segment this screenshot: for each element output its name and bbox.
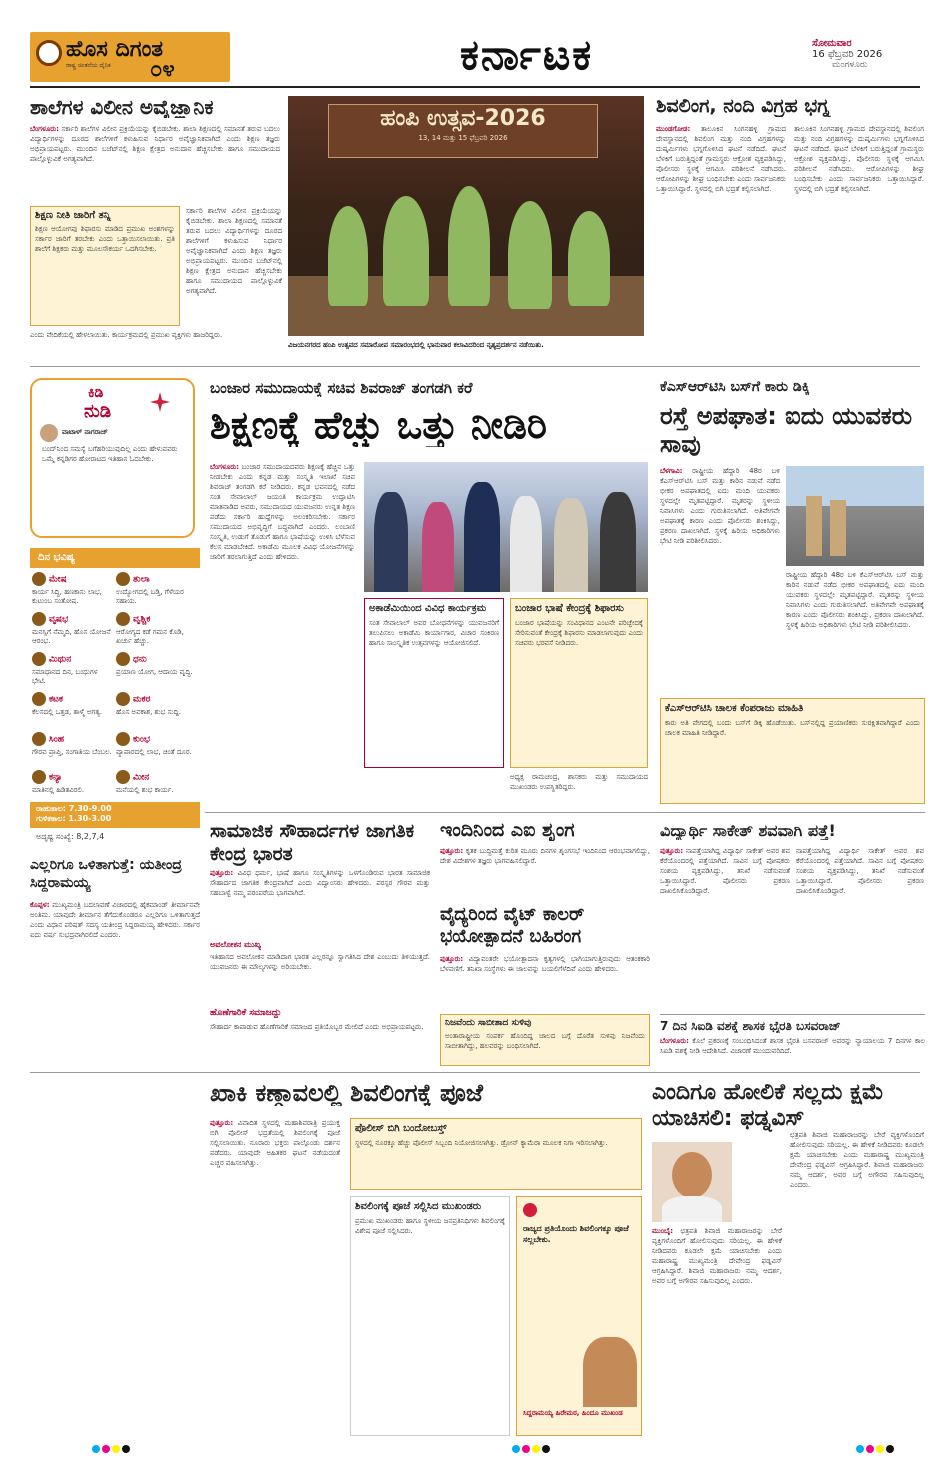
story7-col2: ನಾಪತ್ತೆಯಾಗಿದ್ದ ವಿದ್ಯಾರ್ಥಿ ಸಾಕೇತ್ ಅವರ ಶವ ಕೆರೆಯೊಂದರಲ್ಲಿ ಪತ್ತೆಯಾಗಿದೆ. ಸಾವಿನ ಬಗ್ಗೆ ಪೋಷಕರು ಸಂಶಯ ವ್ಯಕ್ತಪಡಿಸಿದ್ದು, ತನಿಖೆ ನಡೆಸುವಂತೆ ಒತ್ತಾಯಿಸಿದ್ದಾರೆ. ಪೊಲೀಸರು ಪ್ರಕರಣ ದಾಖಲಿಸಿಕೊಂಡಿದ್ದಾರೆ. bbox=[796, 847, 924, 895]
kidi-body: ಬಂದ್‌ನಿಂದ ಸಮಸ್ಯೆ ಬಗೆಹರಿಯುವುದಿಲ್ಲ ಎಂದು ಹೇಳುವವರು ಒಮ್ಮೆ ಕನ್ನಡಿಗರ ಹೋರಾಟದ ಇತಿಹಾಸ ಓದಬೇಕು. bbox=[42, 445, 178, 463]
rashi-item bbox=[116, 652, 196, 677]
story10-quote bbox=[516, 1196, 642, 1436]
story3-kicker: ಕೆಎಸ್‌ಆರ್‌ಟಿಸಿ ಬಸ್‌ಗೆ ಕಾರು ಡಿಕ್ಕಿ bbox=[660, 380, 810, 395]
story5-headline: ಇಂದಿನಿಂದ ಎಐ ಶೃಂಗ bbox=[440, 820, 575, 841]
story10-dateline: ಪುತ್ತೂರು: bbox=[210, 1119, 234, 1127]
city-label: ಮಂಗಳೂರು bbox=[832, 60, 868, 70]
story6-box-body: ಅಂತಾರಾಷ್ಟ್ರೀಯ ಸಂಪರ್ಕ ಹೊಂದಿದ್ದ ಜಾಲದ ಬಗ್ಗೆ ದೊರೆತ ಸುಳಿವು ನಿಜವೆಂದು ಸಾಬೀತಾಗಿದ್ದು, ಹಲವರನ್ನು ಬಂಧಿಸಲಾಗಿದೆ. bbox=[445, 1032, 645, 1050]
story7-headline: ವಿದ್ಯಾರ್ಥಿ ಸಾಕೇತ್ ಶವವಾಗಿ ಪತ್ತೆ! bbox=[660, 822, 836, 840]
rashi-item bbox=[32, 692, 112, 717]
person bbox=[554, 498, 588, 592]
story4-sub2: ಹೊಣೆಗಾರಿಕೆ ಸಮಾಜದ್ದು bbox=[210, 1008, 282, 1018]
date-label: 16 ಫೆಬ್ರವರಿ 2026 bbox=[812, 49, 883, 60]
rashi-item bbox=[32, 572, 112, 606]
registration-marks bbox=[512, 1445, 550, 1453]
section-title: ಕರ್ನಾಟಕ bbox=[460, 32, 594, 79]
rahu-kala: ರಾಹುಕಾಲ: 7.30-9.00 bbox=[36, 804, 112, 813]
story1-box-title: ಶಿಕ್ಷಣ ನೀತಿ ಜಾರಿಗೆ ತನ್ನಿ bbox=[35, 210, 111, 221]
hampi-photo bbox=[288, 96, 644, 336]
story11-col2: ಛತ್ರಪತಿ ಶಿವಾಜಿ ಮಹಾರಾಜರನ್ನು ಬೇರೆ ವ್ಯಕ್ತಿಗಳೊಂದಿಗೆ ಹೋಲಿಸುವುದು ಸರಿಯಲ್ಲ. ಈ ಹೇಳಿಕೆ ನೀಡಿದವರು ಕೂಡಲೇ ಕ್ಷಮೆ ಯಾಚಿಸಬೇಕು ಎಂದು ಮಹಾರಾಷ್ಟ್ರ ಮುಖ್ಯಮಂತ್ರಿ ದೇವೇಂದ್ರ ಫಡ್ನವಿಸ್ ಆಗ್ರಹಿಸಿದ್ದಾರೆ. ಶಿವಾಜಿ ಮಹಾರಾಜರು ನಮ್ಮ ಆದರ್ಶ, ಅವರ ಬಗ್ಗೆ ಅಗೌರವ ಸಹಿಸುವುದಿಲ್ಲ ಎಂದರು. bbox=[790, 1131, 924, 1189]
story10-box2-title: ಶಿವಲಿಂಗಕ್ಕೆ ಪೂಜೆ ಸಲ್ಲಿಸಿದ ಮುಖಂಡರು bbox=[355, 1201, 482, 1212]
rashi-item bbox=[116, 770, 196, 795]
registration-marks bbox=[856, 1445, 894, 1453]
story1-body bbox=[30, 124, 280, 204]
rashi-item bbox=[32, 770, 112, 795]
dancer bbox=[383, 196, 429, 306]
rashi-item bbox=[116, 692, 196, 717]
rashi-item bbox=[116, 612, 196, 646]
rashi-item bbox=[32, 652, 112, 686]
rashi-text: ಸಮಾಧಾನದ ದಿನ, ಬಂಧುಗಳ ಭೇಟಿ. bbox=[32, 668, 98, 685]
dancer bbox=[568, 211, 610, 306]
lead-box1 bbox=[364, 598, 504, 768]
story9-text: ಮುಖ್ಯಮಂತ್ರಿ ಬದಲಾವಣೆ ವಿಚಾರದಲ್ಲಿ ಹೈಕಮಾಂಡ್ ತೀರ್ಮಾನವೇ ಅಂತಿಮ. ಯಾವುದೇ ತೀರ್ಮಾನ ತೆಗೆದುಕೊಂಡರೂ ಎಲ್ಲರಿಗೂ ಒಳಿತಾಗುತ್ತದೆ ಎಂದು ವಿಧಾನ ಪರಿಷತ್ ಸದಸ್ಯ ಯತೀಂದ್ರ ಸಿದ್ದರಾಮಯ್ಯ ಹೇಳಿದರು. ಸರ್ಕಾರ ಐದು ವರ್ಷ ಸುಭದ್ರವಾಗಿರಲಿದೆ ಎಂದರು. bbox=[30, 901, 200, 939]
story6-text: ವಿದ್ಯಾವಂತರೇ ಭಯೋತ್ಪಾದನಾ ಕೃತ್ಯಗಳಲ್ಲಿ ಭಾಗಿಯಾಗುತ್ತಿರುವುದು ಆತಂಕಕಾರಿ ಬೆಳವಣಿಗೆ. ತನಿಖಾ ಸಂಸ್ಥೆಗಳು ಈ ಜಾಲವನ್ನು ಬಯಲಿಗೆಳೆದಿವೆ ಎಂದು ಹೇಳಿದರು. bbox=[440, 955, 650, 973]
story1-tail: ಎಂದು ವೇದಿಕೆಯಲ್ಲಿ ಹೇಳಲಾಯಿತು. ಕಾರ್ಯಕ್ರಮದಲ್ಲಿ ಪ್ರಮುಖ ವ್ಯಕ್ತಿಗಳು ಹಾಜರಿದ್ದರು. bbox=[30, 331, 223, 339]
kidi-box bbox=[30, 378, 195, 538]
story10-box1 bbox=[350, 1118, 642, 1190]
story4-sub1-body: ಇತಿಹಾಸದ ಅವಲೋಕನ ಮಾಡಿದಾಗ ಭಾರತ ಎಲ್ಲರನ್ನೂ ಸ್ವಾಗತಿಸಿದ ದೇಶ ಎಂಬುದು ತಿಳಿಯುತ್ತದೆ. ಯುವಜನರು ಈ ಮೌಲ್ಯಗಳನ್ನು ಅರಿಯಬೇಕು. bbox=[210, 953, 430, 971]
page-number: ೦೪ bbox=[150, 58, 175, 82]
row1-rule bbox=[30, 366, 920, 367]
story3-dateline: ಬೆಳಗಾವಿ: bbox=[660, 467, 683, 475]
rashi-name: ಕನ್ಯಾ bbox=[49, 772, 63, 783]
story4-sub2-body: ಸೌಹಾರ್ದ ಕಾಪಾಡುವ ಹೊಣೆಗಾರಿಕೆ ಸಮಾಜದ ಪ್ರತಿಯೊಬ್ಬರ ಮೇಲಿದೆ ಎಂದು ಅಭಿಪ್ರಾಯಪಟ್ಟರು. bbox=[210, 1023, 424, 1031]
lead-box1-body: ಸಂತ ಸೇವಾಲಾಲ್ ಅವರ ಬೋಧನೆಗಳನ್ನು ಯುವಜನರಿಗೆ ತಲುಪಿಸಲು ಅಕಾಡೆಮಿ ಕಾರ್ಯಾಗಾರ, ವಿಚಾರ ಸಂಕಿರಣ ಹಾಗೂ ಸಾಂಸ್ಕೃತಿಕ ಉತ್ಸವಗಳನ್ನು ಆಯೋಜಿಸಲಿದೆ. bbox=[369, 619, 499, 647]
rashi-name: ಮೇಷ bbox=[49, 574, 67, 585]
story10-box2 bbox=[350, 1196, 510, 1436]
person bbox=[374, 492, 408, 592]
story2-col2: ತಾಲೂಕಿನ ಸಿಂಗನಹಳ್ಳಿ ಗ್ರಾಮದ ದೇವಸ್ಥಾನದಲ್ಲಿ ಶಿವಲಿಂಗ ಮತ್ತು ನಂದಿ ವಿಗ್ರಹಗಳನ್ನು ದುಷ್ಕರ್ಮಿಗಳು ಭಗ್ನಗೊಳಿಸಿದ ಘಟನೆ ನಡೆದಿದೆ. ಘಟನೆ ಬೆಳಕಿಗೆ ಬರುತ್ತಿದ್ದಂತೆ ಗ್ರಾಮಸ್ಥರು ಆಕ್ರೋಶ ವ್ಯಕ್ತಪಡಿಸಿದ್ದು, ಪೊಲೀಸರು ಸ್ಥಳಕ್ಕೆ ಆಗಮಿಸಿ ಪರಿಶೀಲನೆ ನಡೆಸಿದರು. ಆರೋಪಿಗಳನ್ನು ಶೀಘ್ರ ಬಂಧಿಸಬೇಕು ಎಂದು ಸಾರ್ವಜನಿಕರು ಒತ್ತಾಯಿಸಿದ್ದಾರೆ. ಸ್ಥಳದಲ್ಲಿ ಬಿಗಿ ಭದ್ರತೆ ಕಲ್ಪಿಸಲಾಗಿದೆ. bbox=[794, 125, 924, 193]
story6-dateline: ಪುತ್ತೂರು: bbox=[440, 955, 464, 963]
rashi-item bbox=[32, 732, 112, 757]
rashi-text: ಗೌರವ ಪ್ರಾಪ್ತಿ, ಸಂಗಾತಿಯ ಬೆಂಬಲ. bbox=[32, 748, 112, 756]
rashi-item bbox=[32, 612, 112, 646]
story7-text: ನಾಪತ್ತೆಯಾಗಿದ್ದ ವಿದ್ಯಾರ್ಥಿ ಸಾಕೇತ್ ಅವರ ಶವ ಕೆರೆಯೊಂದರಲ್ಲಿ ಪತ್ತೆಯಾಗಿದೆ. ಸಾವಿನ ಬಗ್ಗೆ ಪೋಷಕರು ಸಂಶಯ ವ್ಯಕ್ತಪಡಿಸಿದ್ದು, ತನಿಖೆ ನಡೆಸುವಂತೆ ಒತ್ತಾಯಿಸಿದ್ದಾರೆ. ಪೊಲೀಸರು ಪ್ರಕರಣ ದಾಖಲಿಸಿಕೊಂಡಿದ್ದಾರೆ. bbox=[660, 847, 790, 895]
lead-text: ಬಂಜಾರ ಸಮುದಾಯದವರು ಶಿಕ್ಷಣಕ್ಕೆ ಹೆಚ್ಚಿನ ಒತ್ತು ನೀಡಬೇಕು ಎಂದು ಕನ್ನಡ ಮತ್ತು ಸಂಸ್ಕೃತಿ ಇಲಾಖೆ ಸಚಿವ ಶಿವರಾಜ್ ತಂಗಡಗಿ ಕರೆ ನೀಡಿದರು. ಕನ್ನಡ ಭವನದಲ್ಲಿ ನಡೆದ ಸಂತ ಸೇವಾಲಾಲ್ ಜಯಂತಿ ಕಾರ್ಯಕ್ರಮ ಉದ್ಘಾಟಿಸಿ ಮಾತನಾಡಿದ ಅವರು, ಸಮುದಾಯದ ಯುವಜನರು ಉನ್ನತ ಶಿಕ್ಷಣ ಪಡೆದು ಸರ್ಕಾರಿ ಹುದ್ದೆಗಳನ್ನು ಅಲಂಕರಿಸಬೇಕು. ಸರ್ಕಾರ ಸಮುದಾಯದ ಅಭಿವೃದ್ಧಿಗೆ ಬದ್ಧವಾಗಿದೆ ಎಂದರು. ಲಂಬಾಣಿ ಸಂಸ್ಕೃತಿ, ಉಡುಗೆ ತೊಡುಗೆ ಹಾಗೂ ಭಾಷೆಯನ್ನು ಉಳಿಸಿ ಬೆಳೆಸುವ ಕೆಲಸ ಮಾಡಬೇಕಿದೆ. ಅಕಾಡೆಮಿ ಮೂಲಕ ವಿವಿಧ ಯೋಜನೆಗಳನ್ನು ಜಾರಿಗೆ ತರಲಾಗುತ್ತಿದೆ ಎಂದು ಹೇಳಿದರು. bbox=[210, 463, 355, 561]
kidi-avatar bbox=[40, 424, 58, 442]
rashi-text: ಆರೋಗ್ಯದ ಕಡೆ ಗಮನ ಕೊಡಿ, ಖರ್ಚು ಹೆಚ್ಚು. bbox=[116, 628, 184, 645]
story5-dateline: ಪುತ್ತೂರು: bbox=[440, 847, 464, 855]
logo-icon bbox=[36, 40, 62, 66]
story11-body bbox=[652, 1130, 782, 1440]
rashi-text: ಕೆಲಸದಲ್ಲಿ ಒತ್ತಡ, ತಾಳ್ಮೆ ಅಗತ್ಯ. bbox=[32, 708, 103, 716]
story1-box bbox=[30, 206, 180, 326]
logo-tagline: ರಾಷ್ಟ್ರ ಚಿಂತನೆಯ ದೈನಿಕ bbox=[66, 62, 111, 69]
kidi-word: ನುಡಿ bbox=[84, 401, 112, 422]
rashi-name: ತುಲಾ bbox=[133, 574, 150, 585]
lead-tail: ಅಧ್ಯಕ್ಷ ರಾಮಚಂದ್ರ, ಶಾಸಕರು ಮತ್ತು ಸಮುದಾಯದ ಮುಖಂಡರು ಉಪಸ್ಥಿತರಿದ್ದರು. bbox=[510, 773, 648, 791]
hampi-caption: ವಿಜಯನಗರದ ಹಂಪಿ ಉತ್ಸವದ ಸಮಾರೋಪ ಸಮಾರಂಭದಲ್ಲಿ ಭಾನುವಾರ ಕಲಾವಿದರಿಂದ ನೃತ್ಯಪ್ರದರ್ಶನ ನಡೆಯಿತು. bbox=[288, 341, 544, 349]
masthead-rule bbox=[30, 86, 920, 88]
row2-rule bbox=[205, 812, 925, 813]
story9-dateline: ಕೊಪ್ಪಳ: bbox=[30, 901, 50, 909]
story8-rule bbox=[660, 1014, 925, 1015]
hampi-banner-sub: 13, 14 ಮತ್ತು 15 ಫೆಬ್ರವರಿ 2026 bbox=[418, 134, 508, 143]
story10-box1-body: ಸ್ಥಳದಲ್ಲಿ ನೂರಕ್ಕೂ ಹೆಚ್ಚು ಪೊಲೀಸ್ ಸಿಬ್ಬಂದಿ ನಿಯೋಜಿಸಲಾಗಿತ್ತು. ಡ್ರೋನ್ ಕ್ಯಾಮೆರಾ ಮೂಲಕ ನಿಗಾ ಇರಿಸಲಾಗಿತ್ತು. bbox=[355, 1139, 608, 1147]
story10-headline: ಖಾಕಿ ಕಣ್ಗಾವಲಲ್ಲಿ ಶಿವಲಿಂಗಕ್ಕೆ ಪೂಜೆ bbox=[210, 1080, 483, 1107]
story3-text: ರಾಷ್ಟ್ರೀಯ ಹೆದ್ದಾರಿ 48ರ ಬಳಿ ಕೆಎಸ್‌ಆರ್‌ಟಿಸಿ ಬಸ್ ಮತ್ತು ಕಾರಿನ ನಡುವೆ ನಡೆದ ಭೀಕರ ಅಪಘಾತದಲ್ಲಿ ಐದು ಮಂದಿ ಯುವಕರು ಸ್ಥಳದಲ್ಲೇ ಮೃತಪಟ್ಟಿದ್ದಾರೆ. ಮೃತರನ್ನು ಸ್ಥಳೀಯ ನಿವಾಸಿಗಳು ಎಂದು ಗುರುತಿಸಲಾಗಿದೆ. ಅತಿವೇಗವೇ ಅಪಘಾತಕ್ಕೆ ಕಾರಣ ಎಂದು ಪೊಲೀಸರು ಶಂಕಿಸಿದ್ದು, ಪ್ರಕರಣ ದಾಖಲಾಗಿದೆ. ಸ್ಥಳಕ್ಕೆ ಹಿರಿಯ ಅಧಿಕಾರಿಗಳು ಭೇಟಿ ನೀಡಿ ಪರಿಶೀಲಿಸಿದರು. bbox=[660, 467, 780, 545]
story1-dateline: ಬೆಂಗಳೂರು: bbox=[30, 125, 59, 133]
lead-box1-title: ಅಕಾಡೆಮಿಯಿಂದ ವಿವಿಧ ಕಾರ್ಯಕ್ರಮ bbox=[369, 603, 487, 614]
lead-headline: ಶಿಕ್ಷಣಕ್ಕೆ ಹೆಚ್ಚು ಒತ್ತು ನೀಡಿರಿ bbox=[210, 405, 548, 447]
rashi-text: ಉದ್ಯೋಗದಲ್ಲಿ ಬಡ್ತಿ, ಗೆಳೆಯರ ಸಹಾಯ. bbox=[116, 588, 184, 605]
story3-box bbox=[660, 698, 925, 804]
story11-headline: ಎಂದಿಗೂ ಹೋಲಿಕೆ ಸಲ್ಲದು ಕ್ಷಮೆ ಯಾಚಿಸಲಿ: ಫಡ್ನವಿಸ್ bbox=[652, 1080, 884, 1131]
story10-quote-text: ರಾಜ್ಯದ ಪ್ರತಿಯೊಂದು ಶಿವಲಿಂಗಕ್ಕೂ ಪೂಜೆ ಸಲ್ಲಬೇಕು. bbox=[523, 1224, 629, 1244]
story4-dateline: ಪುತ್ತೂರು: bbox=[210, 869, 234, 877]
story3-col2: ರಾಷ್ಟ್ರೀಯ ಹೆದ್ದಾರಿ 48ರ ಬಳಿ ಕೆಎಸ್‌ಆರ್‌ಟಿಸಿ ಬಸ್ ಮತ್ತು ಕಾರಿನ ನಡುವೆ ನಡೆದ ಭೀಕರ ಅಪಘಾತದಲ್ಲಿ ಐದು ಮಂದಿ ಯುವಕರು ಸ್ಥಳದಲ್ಲೇ ಮೃತಪಟ್ಟಿದ್ದಾರೆ. ಮೃತರನ್ನು ಸ್ಥಳೀಯ ನಿವಾಸಿಗಳು ಎಂದು ಗುರುತಿಸಲಾಗಿದೆ. ಅತಿವೇಗವೇ ಅಪಘಾತಕ್ಕೆ ಕಾರಣ ಎಂದು ಪೊಲೀಸರು ಶಂಕಿಸಿದ್ದು, ಪ್ರಕರಣ ದಾಖಲಾಗಿದೆ. ಸ್ಥಳಕ್ಕೆ ಹಿರಿಯ ಅಧಿಕಾರಿಗಳು ಭೇಟಿ ನೀಡಿ ಪರಿಶೀಲಿಸಿದರು. bbox=[786, 571, 924, 629]
rashi-name: ವೃಶ್ಚಿಕ bbox=[133, 614, 151, 625]
lucky-number: ಅದೃಷ್ಟ ಸಂಖ್ಯೆ: 8,2,7,4 bbox=[36, 832, 105, 841]
rashi-text: ಮಾತಿನಲ್ಲಿ ಹಿಡಿತವಿರಲಿ. bbox=[32, 786, 85, 794]
lead-photo bbox=[364, 462, 648, 592]
rashi-name: ಕಟಕ bbox=[49, 694, 63, 705]
story10-box2-body: ಪ್ರಮುಖ ಮುಖಂಡರು ಹಾಗೂ ಸ್ಥಳೀಯ ಜನಪ್ರತಿನಿಧಿಗಳು ಶಿವಲಿಂಗಕ್ಕೆ ವಿಶೇಷ ಪೂಜೆ ಸಲ್ಲಿಸಿದರು. bbox=[355, 1217, 505, 1235]
gulika-kala: ಗುಳಿಕಕಾಲ: 1.30-3.00 bbox=[36, 814, 112, 823]
rahu-box bbox=[30, 802, 200, 828]
story2-text: ತಾಲೂಕಿನ ಸಿಂಗನಹಳ್ಳಿ ಗ್ರಾಮದ ದೇವಸ್ಥಾನದಲ್ಲಿ ಶಿವಲಿಂಗ ಮತ್ತು ನಂದಿ ವಿಗ್ರಹಗಳನ್ನು ದುಷ್ಕರ್ಮಿಗಳು ಭಗ್ನಗೊಳಿಸಿದ ಘಟನೆ ನಡೆದಿದೆ. ಘಟನೆ ಬೆಳಕಿಗೆ ಬರುತ್ತಿದ್ದಂತೆ ಗ್ರಾಮಸ್ಥರು ಆಕ್ರೋಶ ವ್ಯಕ್ತಪಡಿಸಿದ್ದು, ಪೊಲೀಸರು ಸ್ಥಳಕ್ಕೆ ಆಗಮಿಸಿ ಪರಿಶೀಲನೆ ನಡೆಸಿದರು. ಆರೋಪಿಗಳನ್ನು ಶೀಘ್ರ ಬಂಧಿಸಬೇಕು ಎಂದು ಸಾರ್ವಜನಿಕರು ಒತ್ತಾಯಿಸಿದ್ದಾರೆ. ಸ್ಥಳದಲ್ಲಿ ಬಿಗಿ ಭದ್ರತೆ ಕಲ್ಪಿಸಲಾಗಿದೆ. bbox=[656, 125, 786, 193]
hampi-banner-title: ಹಂಪಿ ಉತ್ಸವ-2026 bbox=[380, 106, 546, 131]
story10-body bbox=[210, 1118, 340, 1438]
story1-side: ಸರ್ಕಾರಿ ಶಾಲೆಗಳ ವಿಲೀನ ಪ್ರಕ್ರಿಯೆಯನ್ನು ಕೈಬಿಡಬೇಕು. ಶಾಲಾ ಶಿಕ್ಷಣದಲ್ಲಿ ಸಮಾನತೆ ತರುವ ಬದಲು ವಿದ್ಯಾರ್ಥಿಗಳನ್ನು ದೂರದ ಶಾಲೆಗಳಿಗೆ ಕಳುಹಿಸುವ ನಿರ್ಧಾರ ಅವೈಜ್ಞಾನಿಕವಾಗಿದೆ ಎಂದು ಶಿಕ್ಷಣ ತಜ್ಞರು ಅಭಿಪ್ರಾಯಪಟ್ಟರು. ಮುಂದಿನ ಬಜೆಟ್‌ನಲ್ಲಿ ಶಿಕ್ಷಣ ಕ್ಷೇತ್ರದ ಅನುದಾನ ಹೆಚ್ಚಿಸಬೇಕು ಹಾಗೂ ಸಮುದಾಯದ ಪಾಲ್ಗೊಳ್ಳುವಿಕೆ ಅಗತ್ಯವಾಗಿದೆ. bbox=[186, 207, 282, 295]
story11-text: ಛತ್ರಪತಿ ಶಿವಾಜಿ ಮಹಾರಾಜರನ್ನು ಬೇರೆ ವ್ಯಕ್ತಿಗಳೊಂದಿಗೆ ಹೋಲಿಸುವುದು ಸರಿಯಲ್ಲ. ಈ ಹೇಳಿಕೆ ನೀಡಿದವರು ಕೂಡಲೇ ಕ್ಷಮೆ ಯಾಚಿಸಬೇಕು ಎಂದು ಮಹಾರಾಷ್ಟ್ರ ಮುಖ್ಯಮಂತ್ರಿ ದೇವೇಂದ್ರ ಫಡ್ನವಿಸ್ ಆಗ್ರಹಿಸಿದ್ದಾರೆ. ಶಿವಾಜಿ ಮಹಾರಾಜರು ನಮ್ಮ ಆದರ್ಶ, ಅವರ ಬಗ್ಗೆ ಅಗೌರವ ಸಹಿಸುವುದಿಲ್ಲ ಎಂದರು. bbox=[652, 1227, 782, 1285]
rashi-item bbox=[116, 732, 196, 757]
story10-quote-by: ಸಿದ್ದರಾಮಯ್ಯ ಹಿರೇಮಠ, ಹಿಂದೂ ಮುಖಂಡ bbox=[523, 1409, 623, 1417]
logo-text: ಹೊಸ ದಿಗಂತ bbox=[66, 38, 164, 62]
story2-headline: ಶಿವಲಿಂಗ, ನಂದಿ ವಿಗ್ರಹ ಭಗ್ನ bbox=[656, 96, 831, 117]
story5-text: ಕೃತಕ ಬುದ್ಧಿಮತ್ತೆ ಕುರಿತ ಮೂರು ದಿನಗಳ ಶೃಂಗಸಭೆ ಇಂದಿನಿಂದ ಆರಂಭವಾಗಲಿದ್ದು, ದೇಶ ವಿದೇಶಗಳ ತಜ್ಞರು ಭಾಗವಹಿಸಲಿದ್ದಾರೆ. bbox=[440, 847, 650, 865]
person bbox=[600, 492, 636, 592]
person bbox=[464, 482, 500, 592]
story4-body bbox=[210, 868, 430, 938]
person bbox=[510, 496, 542, 592]
story9-headline: ಎಲ್ಲರಿಗೂ ಒಳಿತಾಗುತ್ತೆ: ಯತೀಂದ್ರ ಸಿದ್ದರಾಮಯ್ಯ bbox=[30, 857, 182, 891]
quote-mark-icon bbox=[523, 1203, 537, 1217]
kidi-author: ವಾಟಾಳ್ ನಾಗರಾಜ್ bbox=[62, 428, 108, 436]
lead-body bbox=[210, 462, 355, 802]
kidi-spark-icon bbox=[150, 392, 170, 412]
lead-kicker: ಬಂಜಾರ ಸಮುದಾಯಕ್ಕೆ ಸಚಿವ ಶಿವರಾಜ್ ತಂಗಡಗಿ ಕರೆ bbox=[210, 380, 473, 397]
person bbox=[422, 502, 454, 592]
story10-text: ವಿವಾದಿತ ಸ್ಥಳದಲ್ಲಿ ಮಹಾಶಿವರಾತ್ರಿ ಪ್ರಯುಕ್ತ ಬಿಗಿ ಪೊಲೀಸ್ ಭದ್ರತೆಯಲ್ಲಿ ಶಿವಲಿಂಗಕ್ಕೆ ಪೂಜೆ ಸಲ್ಲಿಸಲಾಯಿತು. ನೂರಾರು ಭಕ್ತರು ಪಾಲ್ಗೊಂಡು ದರ್ಶನ ಪಡೆದರು. ಯಾವುದೇ ಅಹಿತಕರ ಘಟನೆ ನಡೆಯದಂತೆ ಎಚ್ಚರ ವಹಿಸಲಾಗಿತ್ತು. bbox=[210, 1119, 340, 1167]
story3-headline: ರಸ್ತೆ ಅಪಘಾತ: ಐದು ಯುವಕರು ಸಾವು bbox=[660, 402, 913, 458]
rashi-name: ಮೀನ bbox=[133, 772, 150, 783]
masthead bbox=[0, 0, 945, 92]
rashi-text: ಹೊಸ ಅವಕಾಶ, ಶುಭ ಸುದ್ದಿ. bbox=[116, 708, 181, 716]
bhavishya-grid bbox=[30, 572, 200, 797]
story8-dateline: ಬೆಂಗಳೂರು: bbox=[660, 1037, 689, 1045]
rashi-name: ಸಿಂಹ bbox=[49, 734, 65, 745]
bhavishya-header bbox=[30, 548, 200, 568]
hampi-banner bbox=[328, 104, 598, 158]
story6-box bbox=[440, 1014, 650, 1066]
rashi-name: ಧನು bbox=[133, 654, 147, 665]
story6-box-title: ನಿಜವೆಂದು ಸಾಬೀತಾದ ಸುಳಿವು bbox=[445, 1018, 532, 1028]
rashi-text: ಪ್ರಯಾಣ ಯೋಗ, ಆದಾಯ ವೃದ್ಧಿ. bbox=[116, 668, 193, 676]
rashi-text: ಮನೆಯಲ್ಲಿ ಶುಭ ಕಾರ್ಯ. bbox=[116, 786, 174, 794]
story7-body bbox=[660, 846, 790, 1010]
lead-box2-body: ಬಂಜಾರ ಭಾಷೆಯನ್ನು ಸಂವಿಧಾನದ ಎಂಟನೇ ಪರಿಚ್ಛೇದಕ್ಕೆ ಸೇರಿಸುವಂತೆ ಕೇಂದ್ರಕ್ಕೆ ಶಿಫಾರಸು ಮಾಡಲಾಗುವುದು ಎಂದು ಸಚಿವರು ಭರವಸೆ ನೀಡಿದರು. bbox=[515, 619, 643, 647]
story1-text: ಸರ್ಕಾರಿ ಶಾಲೆಗಳ ವಿಲೀನ ಪ್ರಕ್ರಿಯೆಯನ್ನು ಕೈಬಿಡಬೇಕು. ಶಾಲಾ ಶಿಕ್ಷಣದಲ್ಲಿ ಸಮಾನತೆ ತರುವ ಬದಲು ವಿದ್ಯಾರ್ಥಿಗಳನ್ನು ದೂರದ ಶಾಲೆಗಳಿಗೆ ಕಳುಹಿಸುವ ನಿರ್ಧಾರ ಅವೈಜ್ಞಾನಿಕವಾಗಿದೆ ಎಂದು ಶಿಕ್ಷಣ ತಜ್ಞರು ಅಭಿಪ್ರಾಯಪಟ್ಟರು. ಮುಂದಿನ ಬಜೆಟ್‌ನಲ್ಲಿ ಶಿಕ್ಷಣ ಕ್ಷೇತ್ರದ ಅನುದಾನ ಹೆಚ್ಚಿಸಬೇಕು ಹಾಗೂ ಸಮುದಾಯದ ಪಾಲ್ಗೊಳ್ಳುವಿಕೆ ಅಗತ್ಯವಾಗಿದೆ. bbox=[30, 125, 280, 163]
dancer bbox=[328, 206, 368, 306]
story2-dateline: ಮುಂಡಗೋಡ: bbox=[656, 125, 691, 133]
rashi-text: ವ್ಯಾಪಾರದಲ್ಲಿ ಲಾಭ, ಚಿಂತೆ ದೂರ. bbox=[116, 748, 192, 756]
rashi-name: ಕುಂಭ bbox=[133, 734, 151, 745]
story8-body bbox=[660, 1036, 925, 1066]
story9-body bbox=[30, 900, 200, 1440]
story6-headline: ವೈದ್ಯರಿಂದ ವೈಟ್ ಕಾಲರ್ ಭಯೋತ್ಪಾದನೆ ಬಹಿರಂಗ bbox=[440, 904, 585, 947]
registration-marks bbox=[92, 1445, 130, 1453]
police-officer bbox=[830, 500, 846, 556]
story10-box1-title: ಪೊಲೀಸ್ ಬಿಗಿ ಬಂದೋಬಸ್ತ್ bbox=[355, 1123, 447, 1134]
rashi-name: ಮಿಥುನ bbox=[49, 654, 72, 665]
day-label: ಸೋಮವಾರ bbox=[812, 38, 852, 49]
story5-body bbox=[440, 846, 650, 900]
story2-body bbox=[656, 124, 786, 360]
kidi-title: ಕಿಡಿ bbox=[88, 385, 104, 401]
bhavishya-title: ದಿನ ಭವಿಷ್ಯ bbox=[38, 552, 75, 563]
rashi-name: ಮಕರ bbox=[133, 694, 151, 705]
story10-quote-photo bbox=[583, 1337, 637, 1407]
accident-photo bbox=[786, 466, 924, 566]
rashi-item bbox=[116, 572, 196, 606]
lead-dateline: ಬೆಂಗಳೂರು: bbox=[210, 463, 239, 471]
rashi-text: ಮನಸ್ಸಿಗೆ ನೆಮ್ಮದಿ, ಹೊಸ ಯೋಜನೆ ಆರಂಭ. bbox=[32, 628, 111, 645]
story4-sub1: ಅವಲೋಕನ ಮುಖ್ಯ bbox=[210, 940, 262, 949]
lead-box2-title: ಬಂಜಾರ ಭಾಷೆ ಕೇಂದ್ರಕ್ಕೆ ಶಿಫಾರಸು bbox=[515, 603, 624, 614]
story8-headline: 7 ದಿನ ಸಿಐಡಿ ವಶಕ್ಕೆ ಶಾಸಕ ಭೈರತಿ ಬಸವರಾಜ್ bbox=[660, 1020, 841, 1033]
dancer bbox=[448, 186, 490, 306]
story11-dateline: ಮುಂಬೈ: bbox=[652, 1227, 674, 1235]
story4-text: ವಿವಿಧ ಧರ್ಮ, ಭಾಷೆ ಹಾಗೂ ಸಂಸ್ಕೃತಿಗಳನ್ನು ಒಳಗೊಂಡಿರುವ ಭಾರತ ಸಾಮಾಜಿಕ ಸೌಹಾರ್ದದ ಜಾಗತಿಕ ಕೇಂದ್ರವಾಗಿದೆ ಎಂದು ವಿದ್ವಾಂಸರು ಹೇಳಿದರು. ಪರಸ್ಪರ ಗೌರವ ಮತ್ತು ಸಹಬಾಳ್ವೆ ನಮ್ಮ ಪರಂಪರೆಯ ಭಾಗವಾಗಿದೆ. bbox=[210, 869, 430, 897]
story4-headline: ಸಾಮಾಜಿಕ ಸೌಹಾರ್ದಗಳ ಜಾಗತಿಕ ಕೇಂದ್ರ ಭಾರತ bbox=[210, 820, 415, 865]
story8-text: ಕೊಲೆ ಪ್ರಕರಣಕ್ಕೆ ಸಂಬಂಧಿಸಿದಂತೆ ಶಾಸಕ ಭೈರತಿ ಬಸವರಾಜ್ ಅವರನ್ನು ನ್ಯಾಯಾಲಯ 7 ದಿನಗಳ ಕಾಲ ಸಿಐಡಿ ವಶಕ್ಕೆ ನೀಡಿ ಆದೇಶಿಸಿದೆ. ವಿಚಾರಣೆ ಮುಂದುವರಿದಿದೆ. bbox=[660, 1037, 925, 1055]
lead-box2 bbox=[510, 598, 648, 768]
story3-body bbox=[660, 466, 780, 694]
story3-box-body: ಕಾರು ಅತಿ ವೇಗದಲ್ಲಿ ಬಂದು ಬಸ್‌ಗೆ ಡಿಕ್ಕಿ ಹೊಡೆಯಿತು. ಬಸ್‌ನಲ್ಲಿದ್ದ ಪ್ರಯಾಣಿಕರು ಸುರಕ್ಷಿತವಾಗಿದ್ದಾರೆ ಎಂದು ಚಾಲಕ ಮಾಹಿತಿ ನೀಡಿದ್ದಾರೆ. bbox=[665, 719, 920, 737]
story3-box-title: ಕೆಎಸ್‌ಆರ್‌ಟಿಸಿ ಚಾಲಕ ಕೆಂಪರಾಜು ಮಾಹಿತಿ bbox=[665, 703, 804, 714]
story1-headline: ಶಾಲೆಗಳ ವಿಲೀನ ಅವೈಜ್ಞಾನಿಕ bbox=[30, 96, 214, 118]
dancer bbox=[508, 201, 552, 309]
story6-body bbox=[440, 954, 650, 1010]
police-officer bbox=[806, 496, 822, 556]
rashi-text: ಕಾರ್ಯ ಸಿದ್ಧಿ, ಹಣಕಾಸು ಲಾಭ, ಕುಟುಂಬ ಸಂತೋಷ. bbox=[32, 588, 102, 605]
date-box bbox=[812, 38, 922, 84]
story1-box-body: ಶಿಕ್ಷಣ ಆಯೋಗವು ಶಿಫಾರಸು ಮಾಡಿದ ಪ್ರಮುಖ ಅಂಶಗಳನ್ನು ಸರ್ಕಾರ ಜಾರಿಗೆ ತರಬೇಕು ಎಂದು ಒತ್ತಾಯಿಸಲಾಯಿತು. ಪ್ರತಿ ಶಾಲೆಗೆ ಶಿಕ್ಷಕರು ಮತ್ತು ಮೂಲಸೌಕರ್ಯ ಒದಗಿಸಬೇಕು. bbox=[35, 225, 175, 253]
story7-dateline: ಪುತ್ತೂರು: bbox=[660, 847, 684, 855]
rashi-name: ವೃಷಭ bbox=[49, 614, 69, 625]
